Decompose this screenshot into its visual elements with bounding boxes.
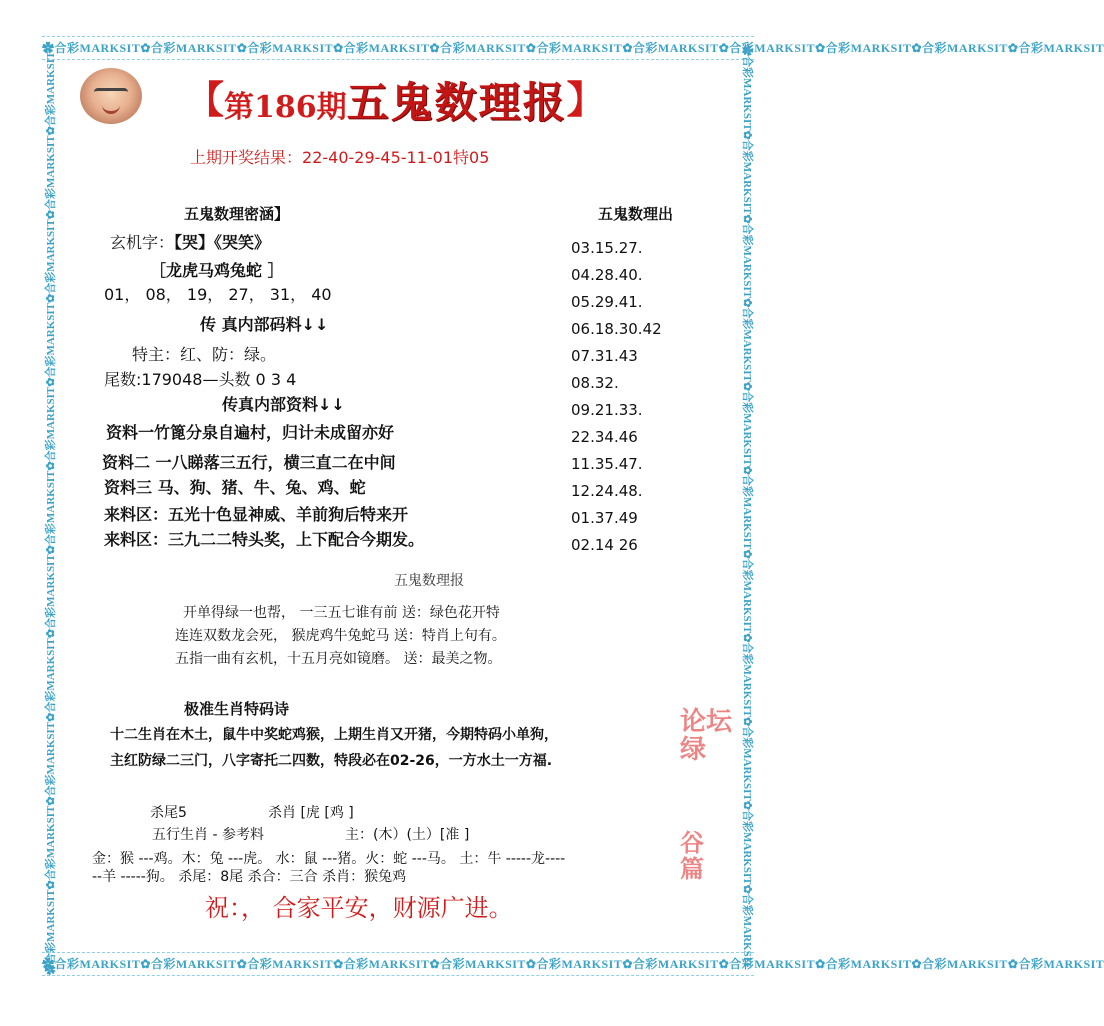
section-title-secret: 五鬼数理密涵】: [184, 205, 290, 223]
stamp-mark: [680, 708, 732, 764]
number-row: 03.15.27.: [571, 239, 643, 257]
number-row: 04.28.40.: [571, 266, 643, 284]
info-1: 资料一竹篦分泉自遍村，归计未成留亦好: [106, 423, 395, 442]
number-list: [571, 235, 662, 559]
number-row: 09.21.33.: [571, 401, 643, 419]
number-row: 05.29.41.: [571, 293, 643, 311]
numbers-line: 01， 08， 19， 27， 31， 40: [104, 285, 332, 304]
elements-line-2: --羊 -----狗。 杀尾：8尾 杀合：三合 杀肖：猴兔鸡: [92, 869, 407, 885]
last-result-label: 上期开奖结果：: [190, 148, 303, 167]
number-row: 07.31.43: [571, 347, 638, 365]
last-result: [190, 145, 489, 168]
border-bottom: ✿合彩MARKSIT✿合彩MARKSIT✿合彩MARKSIT✿合彩MARKSIT✿合彩MARKSIT✿合彩MARKSIT✿合彩MARKSIT✿合彩MARKSIT✿合彩MARKSIT✿合彩MARKSIT✿合彩MARKSIT: [42, 952, 754, 976]
number-row: 06.18.30.42: [571, 320, 662, 338]
middle-line-3: 五指一曲有玄机，十五月亮如镜磨。 送：最美之物。: [175, 651, 502, 667]
border-right: ✿合彩MARKSIT✿合彩MARKSIT✿合彩MARKSIT✿合彩MARKSIT✿合彩MARKSIT✿合彩MARKSIT✿合彩MARKSIT✿合彩MARKSIT✿合彩MARKSIT✿合彩MARKSIT✿合彩MARKSIT: [741, 45, 753, 969]
elements-line-1: 金：猴 ---鸡。木：兔 ---虎。 水：鼠 ---猪。火：蛇 ---马。 土：牛 -----龙----: [92, 851, 566, 867]
border-top: ✿合彩MARKSIT✿合彩MARKSIT✿合彩MARKSIT✿合彩MARKSIT✿合彩MARKSIT✿合彩MARKSIT✿合彩MARKSIT✿合彩MARKSIT✿合彩MARKSIT✿合彩MARKSIT✿合彩MARKSIT: [42, 36, 754, 60]
number-row: 02.14 26: [571, 536, 638, 554]
middle-line-1: 开单得绿一也帮， 一三五七谁有前 送：绿色花开特: [183, 605, 500, 621]
stamp-text-mid: 绿: [680, 735, 707, 765]
riddle-value: 【哭】《哭笑》: [174, 233, 271, 252]
stamp-text-top: 论坛: [680, 707, 733, 737]
info-3: 资料三 马、狗、猪、牛、兔、鸡、蛇: [104, 478, 366, 497]
page-title: [186, 70, 605, 130]
issue-number: 第186期: [224, 90, 347, 125]
fax-info-title: 传真内部资料↓↓: [222, 395, 345, 414]
fax-code-title: 传 真内部码料↓↓: [200, 315, 329, 334]
poem-line-1: 十二生肖在木土，鼠牛中奖蛇鸡猴，上期生肖又开猪，今期特码小单狗，: [110, 727, 558, 743]
smile-icon: [102, 104, 120, 114]
five-elements: 五行生肖 - 参考料: [152, 827, 264, 843]
middle-line-2: 连连双数龙会死， 猴虎鸡牛兔蛇马 送：特肖上句有。: [175, 628, 506, 644]
avatar: [80, 68, 142, 124]
riddle-label: 玄机字：: [110, 233, 175, 252]
zodiac-group: ［龙虎马鸡兔蛇 ］: [150, 261, 284, 280]
stamp-text-bottom: 篇: [680, 854, 704, 883]
blessing: 祝：， 合家平安，财源广进。: [205, 894, 513, 922]
stamp-text-low: 谷: [680, 828, 704, 857]
stamp-mark-lower: [680, 830, 704, 882]
number-row: 12.24.48.: [571, 482, 643, 500]
kill-tail: 杀尾5: [150, 805, 187, 821]
info-2: 资料二 一八睇落三五行，横三直二在中间: [102, 453, 396, 472]
poem-line-2: 主红防绿二三门，八字寄托二四数，特段必在02-26，一方水土一方福.: [110, 753, 553, 769]
glasses-icon: [94, 88, 128, 99]
number-row: 11.35.47.: [571, 455, 643, 473]
source-2: 来料区：三九二二特头奖，上下配合今期发。: [104, 530, 425, 549]
number-row: 01.37.49: [571, 509, 638, 527]
middle-subtitle: 五鬼数理报: [394, 573, 464, 589]
tail-numbers: 尾数:179048—头数 0 3 4: [104, 370, 297, 389]
number-row: 22.34.46: [571, 428, 638, 446]
right-column-title: 五鬼数理出: [598, 205, 674, 223]
special-main: 特主：红、防：绿。: [132, 345, 277, 364]
kill-zodiac: 杀肖 [虎 [鸡 ]: [268, 805, 354, 821]
source-1: 来料区：五光十色显神威、羊前狗后特来开: [104, 505, 409, 524]
title-bracket-open: 【: [186, 77, 225, 122]
number-row: 08.32.: [571, 374, 619, 392]
main-elements: 主：(木）(土）[准 ]: [345, 827, 470, 843]
title-bracket-close: 】: [566, 77, 605, 122]
poem-title: 极准生肖特码诗: [184, 700, 290, 718]
last-result-value: 22-40-29-45-11-01特05: [302, 148, 490, 167]
border-left: ✿合彩MARKSIT✿合彩MARKSIT✿合彩MARKSIT✿合彩MARKSIT✿合彩MARKSIT✿合彩MARKSIT✿合彩MARKSIT✿合彩MARKSIT✿合彩MARKSIT✿合彩MARKSIT✿合彩MARKSIT: [45, 51, 57, 975]
riddle-line: [110, 230, 270, 253]
title-text: 五鬼数理报: [346, 78, 567, 127]
